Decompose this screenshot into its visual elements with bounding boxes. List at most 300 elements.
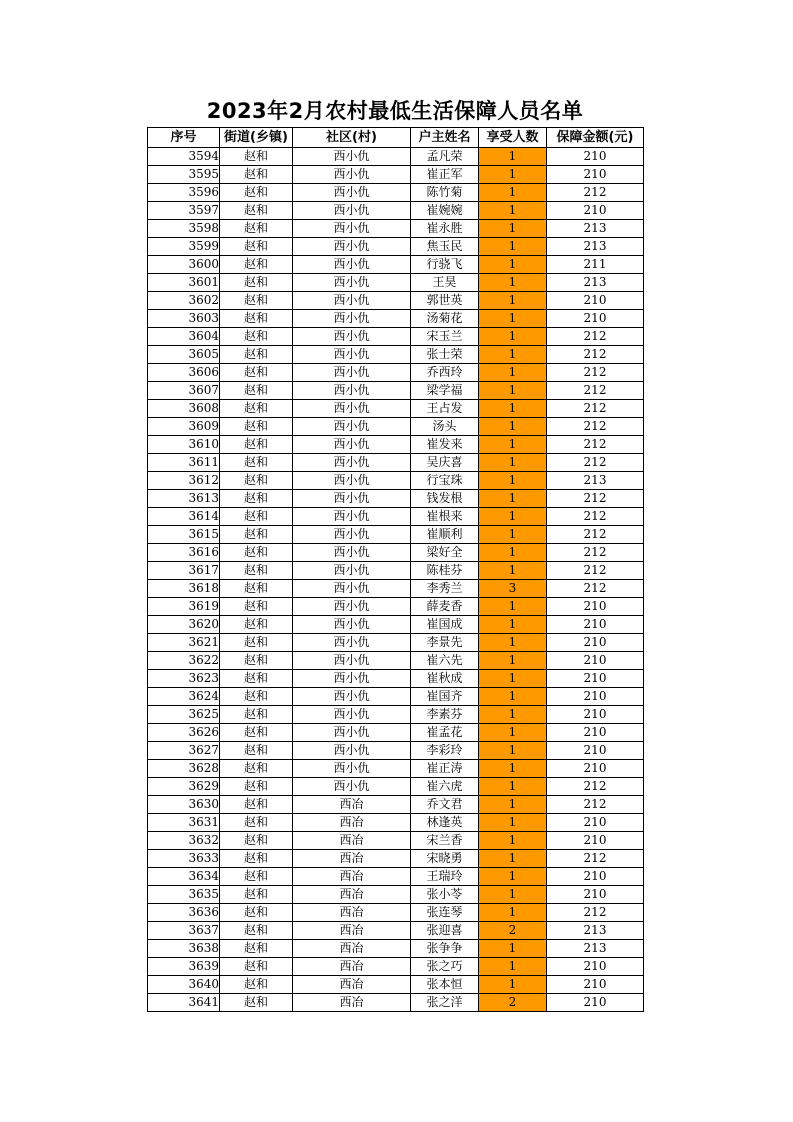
row-amount: 210 xyxy=(547,832,644,850)
row-seq: 3606 xyxy=(148,364,220,382)
row-street: 赵和 xyxy=(220,580,293,598)
row-street: 赵和 xyxy=(220,778,293,796)
row-count: 1 xyxy=(479,400,547,418)
row-community: 西小仇 xyxy=(293,220,411,238)
row-seq: 3625 xyxy=(148,706,220,724)
row-street: 赵和 xyxy=(220,436,293,454)
table-row xyxy=(148,310,644,328)
row-seq: 3640 xyxy=(148,976,220,994)
row-count: 1 xyxy=(479,670,547,688)
row-count: 1 xyxy=(479,418,547,436)
row-householder: 崔正军 xyxy=(411,166,479,184)
row-amount: 210 xyxy=(547,976,644,994)
row-street: 赵和 xyxy=(220,724,293,742)
row-householder: 王占发 xyxy=(411,400,479,418)
row-householder: 焦玉民 xyxy=(411,238,479,256)
row-amount: 210 xyxy=(547,202,644,220)
header-seq: 序号 xyxy=(148,128,220,148)
row-seq: 3610 xyxy=(148,436,220,454)
table-row xyxy=(148,472,644,490)
row-householder: 陈竹菊 xyxy=(411,184,479,202)
row-community: 西冶 xyxy=(293,868,411,886)
row-seq: 3620 xyxy=(148,616,220,634)
row-street: 赵和 xyxy=(220,310,293,328)
row-count: 1 xyxy=(479,724,547,742)
row-community: 西冶 xyxy=(293,940,411,958)
header-householder: 户主姓名 xyxy=(411,128,479,148)
header-community: 社区(村) xyxy=(293,128,411,148)
table-row xyxy=(148,526,644,544)
row-seq: 3595 xyxy=(148,166,220,184)
row-amount: 212 xyxy=(547,904,644,922)
row-seq: 3623 xyxy=(148,670,220,688)
row-householder: 张小苓 xyxy=(411,886,479,904)
row-amount: 210 xyxy=(547,742,644,760)
row-count: 1 xyxy=(479,940,547,958)
row-householder: 崔根来 xyxy=(411,508,479,526)
row-amount: 210 xyxy=(547,616,644,634)
row-householder: 崔六虎 xyxy=(411,778,479,796)
row-count: 2 xyxy=(479,922,547,940)
row-amount: 212 xyxy=(547,508,644,526)
row-seq: 3600 xyxy=(148,256,220,274)
row-community: 西小仇 xyxy=(293,598,411,616)
table-row xyxy=(148,184,644,202)
row-householder: 行宝珠 xyxy=(411,472,479,490)
row-count: 1 xyxy=(479,814,547,832)
table-row xyxy=(148,940,644,958)
row-community: 西小仇 xyxy=(293,508,411,526)
row-amount: 212 xyxy=(547,436,644,454)
row-amount: 210 xyxy=(547,688,644,706)
row-community: 西小仇 xyxy=(293,454,411,472)
row-amount: 213 xyxy=(547,472,644,490)
table-row xyxy=(148,256,644,274)
row-street: 赵和 xyxy=(220,634,293,652)
row-seq: 3594 xyxy=(148,148,220,166)
row-community: 西冶 xyxy=(293,832,411,850)
row-amount: 212 xyxy=(547,184,644,202)
row-householder: 崔永胜 xyxy=(411,220,479,238)
table-row xyxy=(148,328,644,346)
table-row xyxy=(148,706,644,724)
row-count: 1 xyxy=(479,184,547,202)
row-seq: 3605 xyxy=(148,346,220,364)
row-street: 赵和 xyxy=(220,850,293,868)
row-count: 1 xyxy=(479,364,547,382)
row-street: 赵和 xyxy=(220,544,293,562)
row-amount: 210 xyxy=(547,760,644,778)
row-amount: 210 xyxy=(547,724,644,742)
row-count: 1 xyxy=(479,886,547,904)
row-householder: 薛麦香 xyxy=(411,598,479,616)
row-amount: 210 xyxy=(547,814,644,832)
row-householder: 崔发来 xyxy=(411,436,479,454)
row-householder: 梁好全 xyxy=(411,544,479,562)
table-row xyxy=(148,652,644,670)
row-street: 赵和 xyxy=(220,148,293,166)
table-row xyxy=(148,778,644,796)
row-amount: 210 xyxy=(547,634,644,652)
row-community: 西小仇 xyxy=(293,706,411,724)
row-street: 赵和 xyxy=(220,652,293,670)
row-count: 1 xyxy=(479,652,547,670)
table-row xyxy=(148,220,644,238)
row-amount: 210 xyxy=(547,670,644,688)
row-householder: 乔西玲 xyxy=(411,364,479,382)
row-street: 赵和 xyxy=(220,472,293,490)
table-row xyxy=(148,436,644,454)
header-street: 街道(乡镇) xyxy=(220,128,293,148)
row-amount: 212 xyxy=(547,382,644,400)
table-row xyxy=(148,742,644,760)
row-householder: 汤头 xyxy=(411,418,479,436)
row-community: 西冶 xyxy=(293,976,411,994)
row-householder: 张争争 xyxy=(411,940,479,958)
row-count: 1 xyxy=(479,256,547,274)
row-street: 赵和 xyxy=(220,598,293,616)
row-householder: 乔文君 xyxy=(411,796,479,814)
row-street: 赵和 xyxy=(220,886,293,904)
table-row xyxy=(148,490,644,508)
row-amount: 210 xyxy=(547,310,644,328)
row-amount: 212 xyxy=(547,346,644,364)
roster-table xyxy=(147,127,644,1012)
table-row xyxy=(148,598,644,616)
row-amount: 213 xyxy=(547,238,644,256)
table-row xyxy=(148,346,644,364)
row-street: 赵和 xyxy=(220,706,293,724)
row-community: 西小仇 xyxy=(293,544,411,562)
roster-body xyxy=(148,148,644,1012)
table-row xyxy=(148,688,644,706)
row-seq: 3627 xyxy=(148,742,220,760)
table-row xyxy=(148,760,644,778)
row-community: 西小仇 xyxy=(293,382,411,400)
table-row xyxy=(148,454,644,472)
table-row xyxy=(148,202,644,220)
row-street: 赵和 xyxy=(220,868,293,886)
row-street: 赵和 xyxy=(220,832,293,850)
row-street: 赵和 xyxy=(220,274,293,292)
row-amount: 212 xyxy=(547,850,644,868)
row-householder: 林逢英 xyxy=(411,814,479,832)
row-householder: 郭世英 xyxy=(411,292,479,310)
row-householder: 宋兰香 xyxy=(411,832,479,850)
row-street: 赵和 xyxy=(220,202,293,220)
row-street: 赵和 xyxy=(220,742,293,760)
row-count: 1 xyxy=(479,742,547,760)
row-seq: 3618 xyxy=(148,580,220,598)
row-householder: 陈桂芬 xyxy=(411,562,479,580)
row-seq: 3637 xyxy=(148,922,220,940)
row-count: 1 xyxy=(479,958,547,976)
row-seq: 3616 xyxy=(148,544,220,562)
table-row xyxy=(148,292,644,310)
row-community: 西小仇 xyxy=(293,310,411,328)
row-amount: 213 xyxy=(547,940,644,958)
row-count: 1 xyxy=(479,436,547,454)
row-householder: 钱发根 xyxy=(411,490,479,508)
row-community: 西冶 xyxy=(293,994,411,1012)
row-householder: 张迎喜 xyxy=(411,922,479,940)
row-householder: 崔正涛 xyxy=(411,760,479,778)
row-householder: 李彩玲 xyxy=(411,742,479,760)
row-count: 1 xyxy=(479,472,547,490)
row-community: 西小仇 xyxy=(293,652,411,670)
row-street: 赵和 xyxy=(220,454,293,472)
row-street: 赵和 xyxy=(220,220,293,238)
row-amount: 210 xyxy=(547,148,644,166)
row-seq: 3633 xyxy=(148,850,220,868)
row-seq: 3638 xyxy=(148,940,220,958)
table-row xyxy=(148,814,644,832)
row-community: 西小仇 xyxy=(293,274,411,292)
row-community: 西小仇 xyxy=(293,742,411,760)
row-seq: 3613 xyxy=(148,490,220,508)
row-community: 西小仇 xyxy=(293,634,411,652)
row-community: 西小仇 xyxy=(293,184,411,202)
row-count: 1 xyxy=(479,346,547,364)
row-amount: 210 xyxy=(547,886,644,904)
row-seq: 3635 xyxy=(148,886,220,904)
row-community: 西小仇 xyxy=(293,472,411,490)
row-count: 1 xyxy=(479,760,547,778)
row-householder: 王昊 xyxy=(411,274,479,292)
row-street: 赵和 xyxy=(220,760,293,778)
row-householder: 崔孟花 xyxy=(411,724,479,742)
row-seq: 3611 xyxy=(148,454,220,472)
table-row xyxy=(148,418,644,436)
row-amount: 212 xyxy=(547,328,644,346)
row-householder: 宋玉兰 xyxy=(411,328,479,346)
row-community: 西小仇 xyxy=(293,202,411,220)
table-row xyxy=(148,994,644,1012)
row-street: 赵和 xyxy=(220,328,293,346)
row-seq: 3617 xyxy=(148,562,220,580)
row-householder: 张本恒 xyxy=(411,976,479,994)
row-seq: 3624 xyxy=(148,688,220,706)
row-amount: 210 xyxy=(547,706,644,724)
row-count: 3 xyxy=(479,580,547,598)
row-amount: 211 xyxy=(547,256,644,274)
row-seq: 3598 xyxy=(148,220,220,238)
table-row xyxy=(148,868,644,886)
row-amount: 212 xyxy=(547,544,644,562)
row-count: 1 xyxy=(479,382,547,400)
table-row xyxy=(148,616,644,634)
row-count: 1 xyxy=(479,274,547,292)
row-street: 赵和 xyxy=(220,670,293,688)
table-row xyxy=(148,166,644,184)
row-community: 西小仇 xyxy=(293,292,411,310)
table-row xyxy=(148,904,644,922)
row-count: 1 xyxy=(479,238,547,256)
row-amount: 213 xyxy=(547,922,644,940)
row-count: 1 xyxy=(479,778,547,796)
table-row xyxy=(148,400,644,418)
row-count: 1 xyxy=(479,688,547,706)
row-community: 西小仇 xyxy=(293,346,411,364)
row-street: 赵和 xyxy=(220,490,293,508)
row-amount: 210 xyxy=(547,994,644,1012)
table-row xyxy=(148,796,644,814)
row-seq: 3601 xyxy=(148,274,220,292)
row-amount: 212 xyxy=(547,490,644,508)
row-householder: 崔国成 xyxy=(411,616,479,634)
row-street: 赵和 xyxy=(220,814,293,832)
row-count: 1 xyxy=(479,562,547,580)
row-amount: 212 xyxy=(547,364,644,382)
row-community: 西小仇 xyxy=(293,148,411,166)
table-row xyxy=(148,238,644,256)
row-count: 1 xyxy=(479,706,547,724)
row-street: 赵和 xyxy=(220,976,293,994)
row-count: 1 xyxy=(479,832,547,850)
row-count: 1 xyxy=(479,148,547,166)
table-row xyxy=(148,634,644,652)
row-seq: 3604 xyxy=(148,328,220,346)
row-street: 赵和 xyxy=(220,688,293,706)
row-seq: 3612 xyxy=(148,472,220,490)
header-count: 享受人数 xyxy=(479,128,547,148)
row-householder: 吴庆喜 xyxy=(411,454,479,472)
row-seq: 3636 xyxy=(148,904,220,922)
header-row xyxy=(148,128,644,148)
row-seq: 3626 xyxy=(148,724,220,742)
row-amount: 212 xyxy=(547,580,644,598)
row-community: 西冶 xyxy=(293,922,411,940)
row-count: 1 xyxy=(479,868,547,886)
row-amount: 210 xyxy=(547,166,644,184)
row-street: 赵和 xyxy=(220,922,293,940)
row-amount: 210 xyxy=(547,868,644,886)
row-seq: 3603 xyxy=(148,310,220,328)
row-seq: 3596 xyxy=(148,184,220,202)
row-street: 赵和 xyxy=(220,364,293,382)
row-householder: 崔六先 xyxy=(411,652,479,670)
row-street: 赵和 xyxy=(220,400,293,418)
row-street: 赵和 xyxy=(220,166,293,184)
row-street: 赵和 xyxy=(220,994,293,1012)
row-count: 1 xyxy=(479,526,547,544)
row-street: 赵和 xyxy=(220,292,293,310)
row-community: 西小仇 xyxy=(293,616,411,634)
row-count: 1 xyxy=(479,166,547,184)
table-row xyxy=(148,544,644,562)
row-community: 西小仇 xyxy=(293,418,411,436)
row-householder: 李秀兰 xyxy=(411,580,479,598)
row-count: 1 xyxy=(479,310,547,328)
row-count: 1 xyxy=(479,508,547,526)
row-householder: 王瑞玲 xyxy=(411,868,479,886)
row-seq: 3619 xyxy=(148,598,220,616)
row-householder: 梁学福 xyxy=(411,382,479,400)
row-seq: 3597 xyxy=(148,202,220,220)
row-street: 赵和 xyxy=(220,346,293,364)
row-street: 赵和 xyxy=(220,508,293,526)
table-row xyxy=(148,274,644,292)
row-count: 1 xyxy=(479,454,547,472)
row-community: 西小仇 xyxy=(293,778,411,796)
row-amount: 210 xyxy=(547,292,644,310)
row-count: 1 xyxy=(479,616,547,634)
row-street: 赵和 xyxy=(220,526,293,544)
row-street: 赵和 xyxy=(220,382,293,400)
row-householder: 崔婉婉 xyxy=(411,202,479,220)
row-amount: 210 xyxy=(547,598,644,616)
row-community: 西小仇 xyxy=(293,670,411,688)
table-row xyxy=(148,670,644,688)
row-seq: 3615 xyxy=(148,526,220,544)
row-householder: 崔秋成 xyxy=(411,670,479,688)
row-amount: 212 xyxy=(547,796,644,814)
row-community: 西小仇 xyxy=(293,328,411,346)
row-householder: 行骁飞 xyxy=(411,256,479,274)
header-amount: 保障金额(元) xyxy=(547,128,644,148)
row-householder: 张连琴 xyxy=(411,904,479,922)
row-amount: 212 xyxy=(547,778,644,796)
table-row xyxy=(148,148,644,166)
row-count: 1 xyxy=(479,796,547,814)
row-community: 西冶 xyxy=(293,850,411,868)
row-street: 赵和 xyxy=(220,940,293,958)
row-seq: 3641 xyxy=(148,994,220,1012)
row-amount: 210 xyxy=(547,652,644,670)
row-seq: 3639 xyxy=(148,958,220,976)
row-community: 西冶 xyxy=(293,796,411,814)
table-row xyxy=(148,976,644,994)
row-seq: 3607 xyxy=(148,382,220,400)
row-count: 1 xyxy=(479,202,547,220)
row-community: 西小仇 xyxy=(293,724,411,742)
row-community: 西小仇 xyxy=(293,526,411,544)
page-title: 2023年2月农村最低生活保障人员名单 xyxy=(206,99,584,123)
row-householder: 汤菊花 xyxy=(411,310,479,328)
row-community: 西冶 xyxy=(293,904,411,922)
row-community: 西小仇 xyxy=(293,562,411,580)
row-householder: 宋晓勇 xyxy=(411,850,479,868)
row-amount: 212 xyxy=(547,562,644,580)
row-community: 西小仇 xyxy=(293,166,411,184)
row-community: 西冶 xyxy=(293,814,411,832)
row-count: 1 xyxy=(479,220,547,238)
row-amount: 210 xyxy=(547,958,644,976)
row-householder: 张之洋 xyxy=(411,994,479,1012)
table-row xyxy=(148,922,644,940)
row-community: 西小仇 xyxy=(293,760,411,778)
row-street: 赵和 xyxy=(220,256,293,274)
row-amount: 212 xyxy=(547,418,644,436)
row-count: 1 xyxy=(479,850,547,868)
row-street: 赵和 xyxy=(220,418,293,436)
row-seq: 3609 xyxy=(148,418,220,436)
row-street: 赵和 xyxy=(220,796,293,814)
table-row xyxy=(148,580,644,598)
row-amount: 212 xyxy=(547,400,644,418)
row-street: 赵和 xyxy=(220,562,293,580)
row-householder: 崔国齐 xyxy=(411,688,479,706)
row-seq: 3608 xyxy=(148,400,220,418)
row-community: 西小仇 xyxy=(293,436,411,454)
row-count: 1 xyxy=(479,976,547,994)
table-row xyxy=(148,508,644,526)
row-householder: 孟凡荣 xyxy=(411,148,479,166)
row-count: 1 xyxy=(479,634,547,652)
table-row xyxy=(148,724,644,742)
row-seq: 3602 xyxy=(148,292,220,310)
row-street: 赵和 xyxy=(220,238,293,256)
